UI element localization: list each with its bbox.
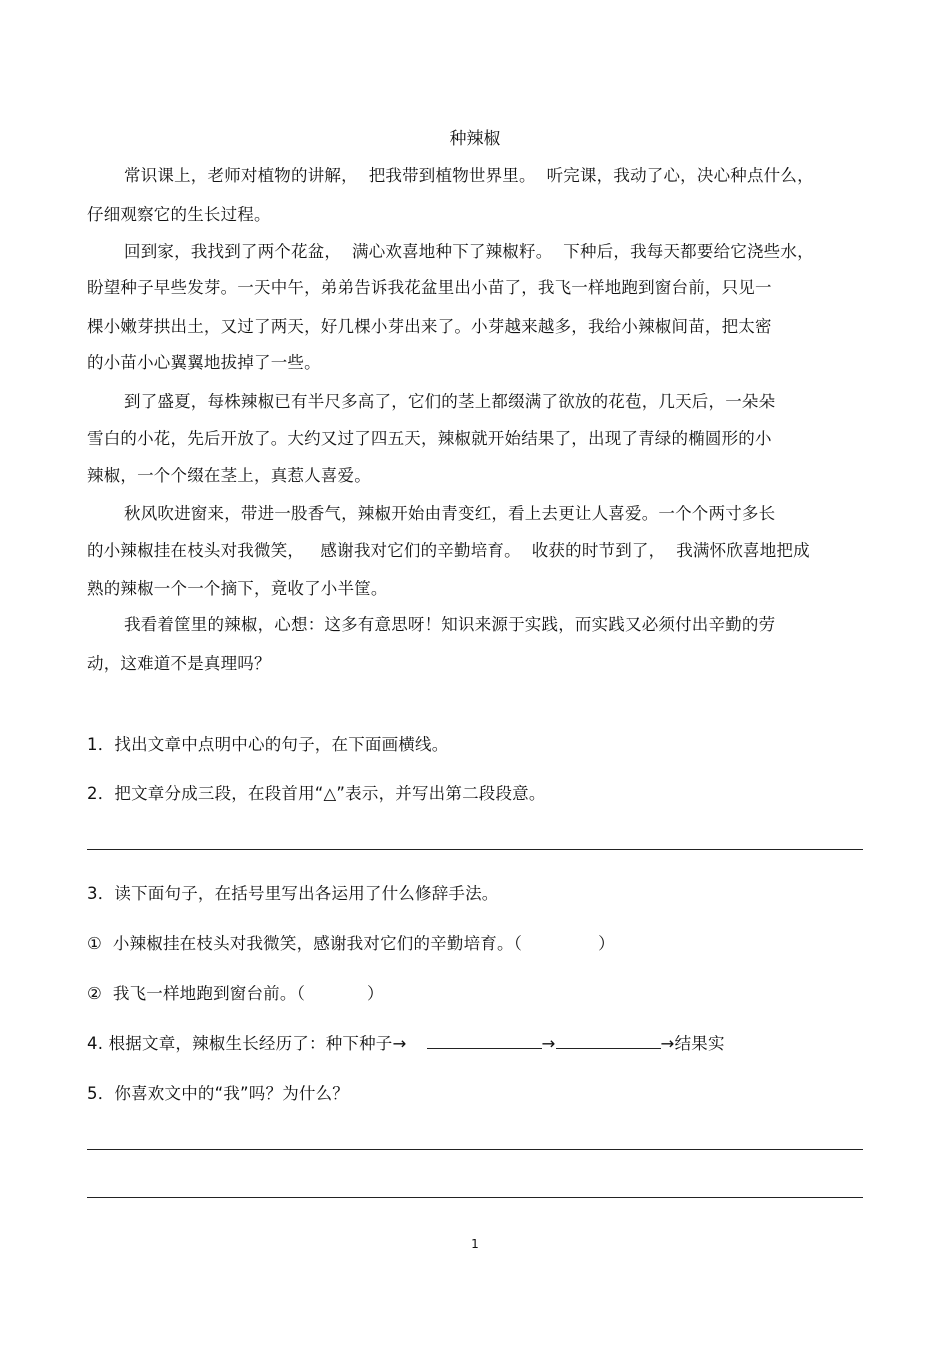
passage-line: 熟的辣椒一个一个摘下，竟收了小半筐。 [87,579,388,598]
arrow: → [541,1034,556,1053]
passage-line: 辣椒，一个个缀在茎上，真惹人喜爱。 [87,466,371,485]
question-2: 2．把文章分成三段，在段首用“△”表示，并写出第二段段意。 [87,784,546,803]
passage-line: 动，这难道不是真理吗？ [87,654,271,673]
passage-line: 盼望种子早些发芽。一天中午，弟弟告诉我花盆里出小苗了，我飞一样地跑到窗台前，只见一 [87,278,772,297]
passage-line: 雪白的小花，先后开放了。大约又过了四五天，辣椒就开始结果了，出现了青绿的椭圆形的小 [87,429,772,448]
close-paren: ） [367,984,384,1003]
passage-line: 的小苗小心翼翼地拔掉了一些。 [87,353,321,372]
question-5: 5．你喜欢文中的“我”吗？为什么？ [87,1084,349,1103]
answer-line[interactable] [87,1197,863,1198]
page-number: 1 [471,1237,479,1251]
passage-line: 常识课上，老师对植物的讲解， 把我带到植物世界里。 听完课，我动了心，决心种点什么， [124,166,814,185]
question-4-suffix: →结果实 [660,1034,725,1053]
passage-line: 回到家，我找到了两个花盆， 满心欢喜地种下了辣椒籽。 下种后，我每天都要给它浇些水， [124,242,814,261]
question-4-prefix: 4. 根据文章，辣椒生长经历了：种下种子→ [87,1034,407,1053]
question-3-item-2 [87,980,384,1004]
question-3: 3．读下面句子，在括号里写出各运用了什么修辞手法。 [87,884,499,903]
question-3-item-2-text: ② 我飞一样地跑到窗台前。（ [87,984,306,1003]
question-3-item-1 [87,930,615,954]
question-1: 1．找出文章中点明中心的句子，在下面画横线。 [87,735,449,754]
passage-line: 秋风吹进窗来，带进一股香气，辣椒开始由青变红，看上去更让人喜爱。一个个两寸多长 [124,504,776,523]
answer-line[interactable] [87,849,863,850]
question-4 [87,1030,725,1054]
passage-line: 仔细观察它的生长过程。 [87,205,271,224]
passage-line: 我看着筐里的辣椒，心想：这多有意思呀！知识来源于实践，而实践又必须付出辛勤的劳 [124,615,776,634]
passage-line: 的小辣椒挂在枝头对我微笑， 感谢我对它们的辛勤培育。 收获的时节到了， 我满怀欣喜地把成 [87,541,810,560]
passage-line: 棵小嫩芽拱出土，又过了两天，好几棵小芽出来了。小芽越来越多，我给小辣椒间苗，把太密 [87,317,772,336]
close-paren: ） [598,934,615,953]
answer-blank-2[interactable] [556,1034,661,1049]
question-3-item-1-text: ① 小辣椒挂在枝头对我微笑，感谢我对它们的辛勤培育。（ [87,934,523,953]
passage-line: 到了盛夏，每株辣椒已有半尺多高了，它们的茎上都缀满了欲放的花苞，几天后，一朵朵 [124,392,776,411]
answer-blank-1[interactable] [427,1034,542,1049]
answer-line[interactable] [87,1149,863,1150]
page-title: 种辣椒 [449,129,501,149]
